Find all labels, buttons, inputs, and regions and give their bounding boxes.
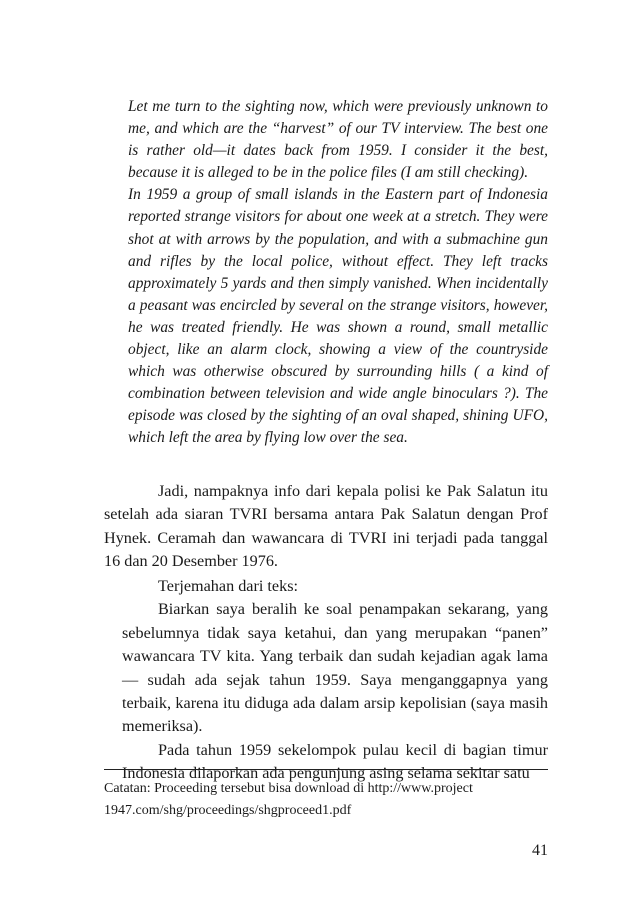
translation-section bbox=[104, 575, 548, 786]
body-text bbox=[104, 480, 548, 574]
english-quote-block bbox=[128, 96, 548, 450]
body-paragraph: Jadi, nampaknya info dari kepala polisi ke Pak Salatun itu setelah ada siaran TVRI bersama antara Pak Salatun dengan Prof Hynek. Ceramah dan wawancara di TVRI ini terjadi pada tanggal 16 dan 20 Desember 1976. bbox=[104, 482, 548, 571]
translation-heading: Terjemahan dari teks: bbox=[158, 577, 298, 595]
footnote-divider bbox=[104, 769, 548, 770]
footnote bbox=[104, 778, 548, 822]
quote-paragraph: In 1959 a group of small islands in the Eastern part of Indonesia reported strange visitors for about one week at a stretch. They were shot at with arrows by the population, and with a submachine gun and rifles by the local police, without effect. They left tracks approximately 5 yards and then simply vanished. When incidentally a peasant was encircled by several on the strange visitors, however, he was treated friendly. He was shown a round, small metallic object, like an alarm clock, showing a view of the countryside which was otherwise obscured by surrounding hills ( a kind of combination between television and wide angle binoculars ?). The episode was closed by the sighting of an oval shaped, shining UFO, which left the area by flying low over the sea. bbox=[128, 186, 548, 447]
page-number: 41 bbox=[532, 842, 548, 859]
translation-paragraph: Pada tahun 1959 sekelompok pulau kecil di bagian timur Indonesia dilaporkan ada pengunjung asing selama sekitar satu bbox=[122, 740, 548, 783]
footnote-line: Catatan: Proceeding tersebut bisa download di http://www.project bbox=[104, 781, 473, 796]
footnote-line: 1947.com/shg/proceedings/shgproceed1.pdf bbox=[104, 803, 352, 818]
quote-paragraph: Let me turn to the sighting now, which were previously unknown to me, and which are the “harvest” of our TV interview. The best one is rather old—it dates back from 1959. I consider it the best, because it is alleged to be in the police files (I am still checking). bbox=[128, 98, 548, 182]
translation-paragraph: Biarkan saya beralih ke soal penampakan sekarang, yang sebelumnya tidak saya ketahui, dan yang merupakan “panen” wawancara TV kita. Yang terbaik dan sudah kejadian agak lama — sudah ada sejak tahun 1959. Saya menganggapnya yang terbaik, karena itu diduga ada dalam arsip kepolisian (saya masih memeriksa). bbox=[122, 600, 548, 736]
